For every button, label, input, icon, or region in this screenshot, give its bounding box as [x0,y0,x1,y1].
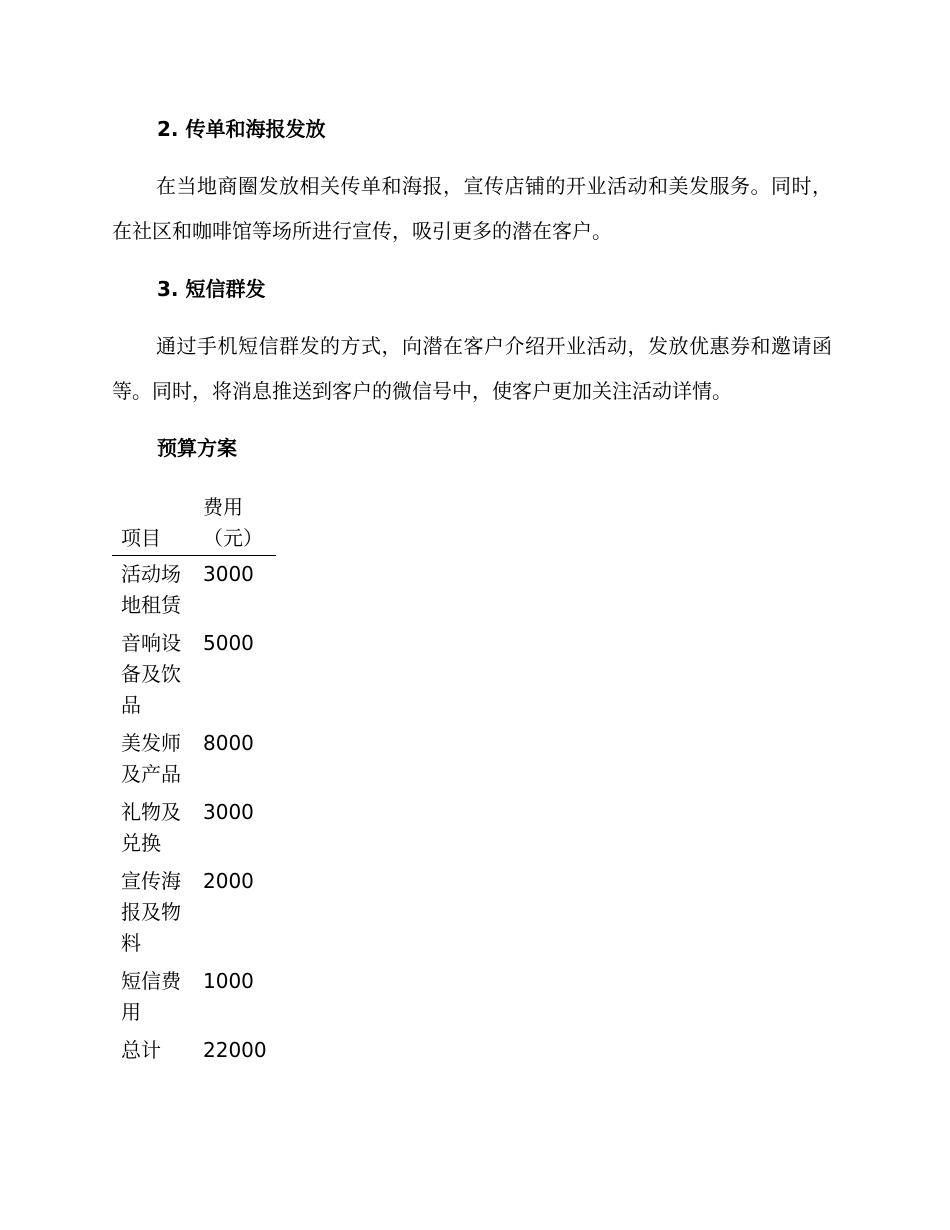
budget-item-cell: 音响设备及饮品 [121,631,181,717]
budget-item-cell: 短信费用 [121,969,181,1024]
budget-table [112,492,276,1070]
budget-cost-cell: 5000 [203,631,254,655]
section-paragraph-flyers: 在当地商圈发放相关传单和海报，宣传店铺的开业活动和美发服务。同时，在社区和咖啡馆等场所进行宣传，吸引更多的潜在客户。 [112,174,832,243]
budget-header-item: 项目 [112,492,194,556]
section-heading-sms: 3. 短信群发 [157,277,266,301]
table-row-total [112,1032,276,1070]
table-row [112,556,276,626]
budget-total-label: 总计 [121,1038,161,1062]
budget-cost-cell: 8000 [203,731,254,755]
budget-cost-cell: 3000 [203,562,254,586]
table-row [112,794,276,863]
budget-cost-cell: 2000 [203,869,254,893]
table-row [112,625,276,725]
budget-item-cell: 礼物及兑换 [121,800,181,855]
budget-cost-cell: 1000 [203,969,254,993]
table-row [112,963,276,1032]
section-heading-flyers: 2. 传单和海报发放 [157,117,326,141]
budget-total-value: 22000 [203,1038,267,1062]
table-row [112,725,276,794]
budget-header-row [112,492,276,556]
budget-title: 预算方案 [157,436,237,460]
budget-header-cost: 费用（元） [194,492,276,556]
budget-item-cell: 活动场地租赁 [121,562,181,617]
section-paragraph-sms: 通过手机短信群发的方式，向潜在客户介绍开业活动，发放优惠券和邀请函等。同时，将消息推送到客户的微信号中，使客户更加关注活动详情。 [112,334,832,403]
budget-item-cell: 宣传海报及物料 [121,869,181,955]
table-row [112,863,276,963]
budget-item-cell: 美发师及产品 [121,731,181,786]
budget-cost-cell: 3000 [203,800,254,824]
